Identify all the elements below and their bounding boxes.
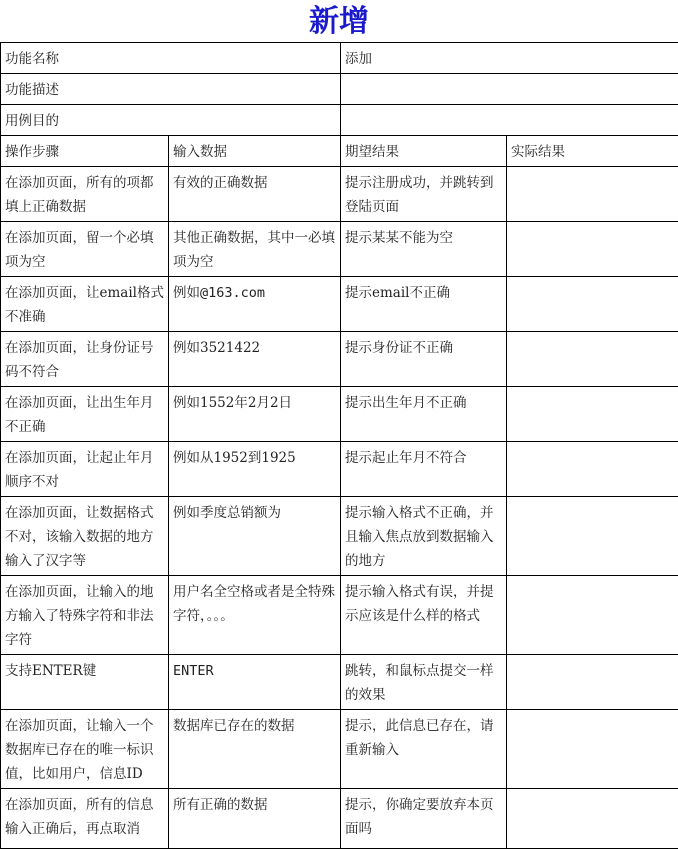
actual-cell — [507, 222, 678, 277]
column-header-expected: 期望结果 — [341, 136, 507, 167]
table-row — [1, 442, 678, 497]
actual-cell — [507, 497, 678, 576]
column-header-actual: 实际结果 — [507, 136, 678, 167]
input-cell: 有效的正确数据 — [169, 167, 341, 222]
actual-cell — [507, 442, 678, 497]
actual-cell — [507, 576, 678, 655]
input-cell: 例如3521422 — [169, 332, 341, 387]
expected-cell: 提示，此信息已存在，请重新输入 — [341, 710, 507, 789]
step-cell: 在添加页面，让出生年月不正确 — [1, 387, 169, 442]
function-name-label: 功能名称 — [1, 43, 341, 74]
purpose-label: 用例目的 — [1, 105, 341, 136]
input-cell: 例如从1952到1925 — [169, 442, 341, 497]
actual-cell — [507, 710, 678, 789]
expected-cell: 提示输入格式有误，并提示应该是什么样的格式 — [341, 576, 507, 655]
test-case-table — [0, 42, 678, 849]
table-row — [1, 789, 678, 849]
input-cell: 数据库已存在的数据 — [169, 710, 341, 789]
expected-cell: 提示注册成功，并跳转到登陆页面 — [341, 167, 507, 222]
expected-cell: 提示某某不能为空 — [341, 222, 507, 277]
step-cell: 在添加页面，让起止年月顺序不对 — [1, 442, 169, 497]
step-cell: 在添加页面，所有的项都填上正确数据 — [1, 167, 169, 222]
actual-cell — [507, 387, 678, 442]
expected-cell: 提示出生年月不正确 — [341, 387, 507, 442]
table-row — [1, 277, 678, 332]
input-cell: ENTER — [169, 655, 341, 710]
input-cell: 例如季度总销额为 — [169, 497, 341, 576]
input-cell: 例如@163.com — [169, 277, 341, 332]
input-cell: 例如1552年2月2日 — [169, 387, 341, 442]
step-cell: 支持ENTER键 — [1, 655, 169, 710]
column-header-step: 操作步骤 — [1, 136, 169, 167]
actual-cell — [507, 789, 678, 849]
expected-cell: 跳转，和鼠标点提交一样的效果 — [341, 655, 507, 710]
function-desc-label: 功能描述 — [1, 74, 341, 105]
purpose-row — [1, 105, 678, 136]
table-row — [1, 576, 678, 655]
column-header-row — [1, 136, 678, 167]
page-title: 新增 — [0, 2, 678, 42]
step-cell: 在添加页面，留一个必填项为空 — [1, 222, 169, 277]
expected-cell: 提示，你确定要放弃本页面吗 — [341, 789, 507, 849]
actual-cell — [507, 332, 678, 387]
step-cell: 在添加页面，所有的信息输入正确后，再点取消 — [1, 789, 169, 849]
table-row — [1, 222, 678, 277]
step-cell: 在添加页面，让输入一个数据库已存在的唯一标识值，比如用户，信息ID — [1, 710, 169, 789]
expected-cell: 提示身份证不正确 — [341, 332, 507, 387]
expected-cell: 提示输入格式不正确，并且输入焦点放到数据输入的地方 — [341, 497, 507, 576]
table-row — [1, 655, 678, 710]
step-cell: 在添加页面，让数据格式不对，该输入数据的地方输入了汉字等 — [1, 497, 169, 576]
actual-cell — [507, 277, 678, 332]
actual-cell — [507, 167, 678, 222]
step-cell: 在添加页面，让身份证号码不符合 — [1, 332, 169, 387]
function-desc-row — [1, 74, 678, 105]
step-cell: 在添加页面，让email格式不准确 — [1, 277, 169, 332]
input-cell: 其他正确数据，其中一必填项为空 — [169, 222, 341, 277]
actual-cell — [507, 655, 678, 710]
column-header-input: 输入数据 — [169, 136, 341, 167]
table-row — [1, 167, 678, 222]
expected-cell: 提示email不正确 — [341, 277, 507, 332]
input-cell: 所有正确的数据 — [169, 789, 341, 849]
input-cell: 用户名全空格或者是全特殊字符，。。。 — [169, 576, 341, 655]
table-row — [1, 332, 678, 387]
expected-cell: 提示起止年月不符合 — [341, 442, 507, 497]
table-row — [1, 387, 678, 442]
function-name-value: 添加 — [341, 43, 678, 74]
table-row — [1, 497, 678, 576]
function-name-row — [1, 43, 678, 74]
table-row — [1, 710, 678, 789]
function-desc-value — [341, 74, 678, 105]
step-cell: 在添加页面，让输入的地方输入了特殊字符和非法字符 — [1, 576, 169, 655]
purpose-value — [341, 105, 678, 136]
